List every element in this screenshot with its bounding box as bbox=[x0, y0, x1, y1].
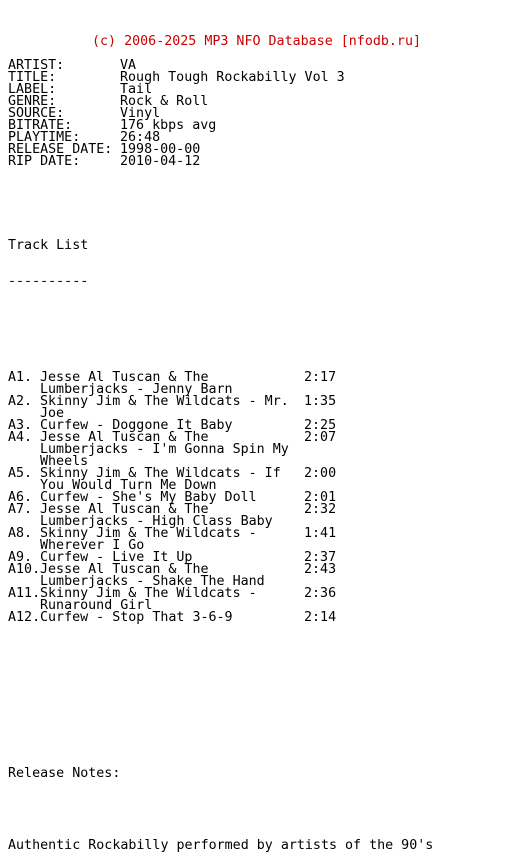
meta-key: RIP DATE: bbox=[8, 154, 81, 169]
track-number: A9. bbox=[8, 550, 33, 565]
release-notes-text-line bbox=[0, 828, 512, 853]
meta-value: Vinyl bbox=[120, 106, 161, 121]
track-title: Lumberjacks - I'm Gonna Spin My bbox=[40, 442, 289, 457]
track-title: Skinny Jim & The Wildcats - bbox=[40, 586, 257, 601]
meta-row bbox=[0, 72, 512, 84]
track-list bbox=[0, 372, 512, 624]
tracklist-heading: Track List bbox=[8, 238, 89, 253]
meta-value: Rock & Roll bbox=[120, 94, 209, 109]
track-row bbox=[0, 612, 512, 624]
tracklist-heading-line bbox=[0, 228, 512, 253]
tracklist-underline: ---------- bbox=[8, 274, 89, 289]
meta-value: 2010-04-12 bbox=[120, 154, 201, 169]
track-title: Curfew - Doggone It Baby bbox=[40, 418, 233, 433]
meta-value: 26:48 bbox=[120, 130, 161, 145]
meta-key: SOURCE: bbox=[8, 106, 65, 121]
track-duration: 1:35 bbox=[304, 394, 337, 409]
track-duration: 2:14 bbox=[304, 610, 337, 625]
blank-line bbox=[0, 648, 512, 660]
meta-key: LABEL: bbox=[8, 82, 57, 97]
blank-line bbox=[0, 192, 512, 204]
track-title: Skinny Jim & The Wildcats - Mr. bbox=[40, 394, 289, 409]
track-duration: 2:07 bbox=[304, 430, 337, 445]
meta-row bbox=[0, 108, 512, 120]
meta-key: TITLE: bbox=[8, 70, 57, 85]
track-row-continuation bbox=[0, 576, 512, 588]
meta-key: ARTIST: bbox=[8, 58, 65, 73]
track-duration: 1:41 bbox=[304, 526, 337, 541]
release-notes-heading-line bbox=[0, 756, 512, 781]
track-title: Curfew - Stop That 3-6-9 bbox=[40, 610, 233, 625]
track-title: Lumberjacks - High Class Baby bbox=[40, 514, 273, 529]
meta-key: BITRATE: bbox=[8, 118, 73, 133]
track-title: Skinny Jim & The Wildcats - bbox=[40, 526, 257, 541]
track-title: Curfew - Live It Up bbox=[40, 550, 193, 565]
track-title: Wheels bbox=[40, 454, 89, 469]
meta-value: 1998-00-00 bbox=[120, 142, 201, 157]
track-duration: 2:32 bbox=[304, 502, 337, 517]
track-row bbox=[0, 588, 512, 600]
meta-row bbox=[0, 96, 512, 108]
track-number: A3. bbox=[8, 418, 33, 433]
track-title: Runaround Girl bbox=[40, 598, 153, 613]
meta-block bbox=[0, 60, 512, 168]
meta-value: Tail bbox=[120, 82, 153, 97]
track-title: You Would Turn Me Down bbox=[40, 478, 217, 493]
track-number: A6. bbox=[8, 490, 33, 505]
track-duration: 2:43 bbox=[304, 562, 337, 577]
track-title: Skinny Jim & The Wildcats - If bbox=[40, 466, 281, 481]
meta-value: 176 kbps avg bbox=[120, 118, 217, 133]
track-duration: 2:17 bbox=[304, 370, 337, 385]
track-duration: 2:00 bbox=[304, 466, 337, 481]
track-number: A11. bbox=[8, 586, 41, 601]
track-row-continuation bbox=[0, 600, 512, 612]
meta-value: VA bbox=[120, 58, 137, 73]
track-title: Jesse Al Tuscan & The bbox=[40, 370, 209, 385]
track-title: Jesse Al Tuscan & The bbox=[40, 502, 209, 517]
release-notes-heading: Release Notes: bbox=[8, 766, 121, 781]
track-number: A1. bbox=[8, 370, 33, 385]
nfo-banner bbox=[0, 24, 512, 49]
track-number: A5. bbox=[8, 466, 33, 481]
blank-line bbox=[0, 300, 512, 312]
release-notes-text: Authentic Rockabilly performed by artists of the 90's bbox=[8, 838, 434, 853]
tracklist-underline-line bbox=[0, 264, 512, 289]
track-row bbox=[0, 396, 512, 408]
track-row bbox=[0, 564, 512, 576]
track-title: Lumberjacks - Jenny Barn bbox=[40, 382, 233, 397]
blank-line bbox=[0, 792, 512, 804]
track-duration: 2:01 bbox=[304, 490, 337, 505]
track-row-continuation bbox=[0, 540, 512, 552]
track-number: A12. bbox=[8, 610, 41, 625]
meta-key: GENRE: bbox=[8, 94, 57, 109]
track-number: A4. bbox=[8, 430, 33, 445]
track-title: Jesse Al Tuscan & The bbox=[40, 430, 209, 445]
banner-text: (c) 2006-2025 MP3 NFO Database [nfodb.ru] bbox=[92, 34, 421, 49]
track-title: Jesse Al Tuscan & The bbox=[40, 562, 209, 577]
track-row bbox=[0, 552, 512, 564]
blank-line bbox=[0, 684, 512, 696]
track-duration: 2:36 bbox=[304, 586, 337, 601]
meta-value: Rough Tough Rockabilly Vol 3 bbox=[120, 70, 345, 85]
blank-line bbox=[0, 336, 512, 348]
track-duration: 2:25 bbox=[304, 418, 337, 433]
meta-key: RELEASE DATE: bbox=[8, 142, 113, 157]
track-duration: 2:37 bbox=[304, 550, 337, 565]
meta-key: PLAYTIME: bbox=[8, 130, 81, 145]
meta-row bbox=[0, 84, 512, 96]
meta-row bbox=[0, 156, 512, 168]
track-number: A2. bbox=[8, 394, 33, 409]
track-number: A8. bbox=[8, 526, 33, 541]
track-number: A7. bbox=[8, 502, 33, 517]
track-title: Wherever I Go bbox=[40, 538, 145, 553]
track-title: Joe bbox=[40, 406, 65, 421]
track-title: Lumberjacks - Shake The Hand bbox=[40, 574, 265, 589]
track-number: A10. bbox=[8, 562, 41, 577]
blank-line bbox=[0, 720, 512, 732]
track-title: Curfew - She's My Baby Doll bbox=[40, 490, 257, 505]
